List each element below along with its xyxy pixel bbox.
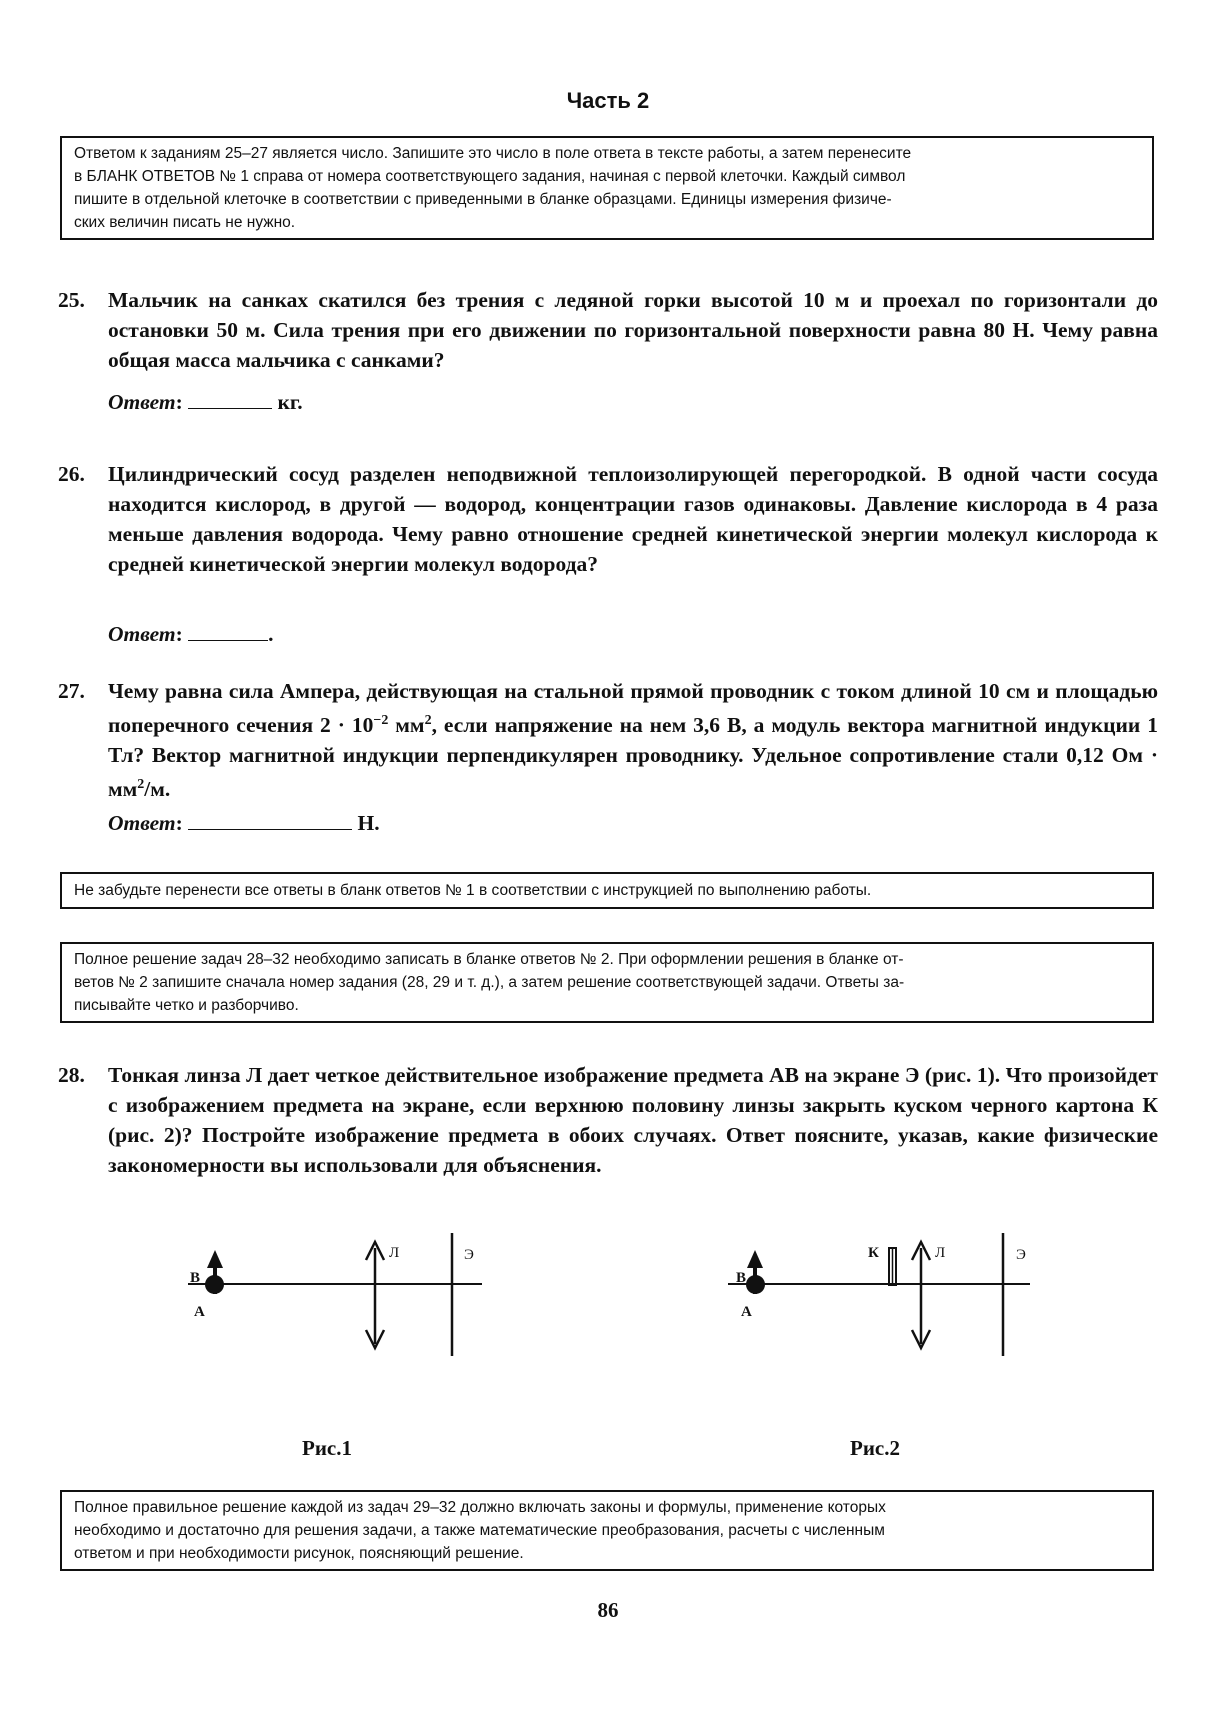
exponent: 2 [137, 777, 145, 793]
label-b: В [190, 1270, 201, 1286]
answer-26: Ответ: . [108, 622, 274, 646]
optics-diagrams [0, 1220, 1216, 1480]
instruction-line: Полное правильное решение каждой из задач 29–32 должно включать законы и формулы, применение которых [74, 1499, 886, 1516]
part-title: Часть 2 [566, 88, 650, 113]
exponent: 2 [424, 713, 432, 728]
label-screen: Э [464, 1247, 474, 1263]
instruction-box-answers [60, 136, 1154, 240]
task-25 [58, 285, 1158, 375]
label-screen: Э [1016, 1247, 1026, 1263]
task-number: 26. [58, 462, 85, 486]
task-number: 25. [58, 288, 85, 312]
answer-blank[interactable] [188, 388, 272, 409]
task-text: Цилиндрический сосуд разделен неподвижной теплоизолирующей перегородкой. В одной части сосуда находится кислород, в другой — водород, концентрации газов одинаковы. Давление кислорода в 4 раза меньше давления водорода. Чему равно отношение средней кинетической энергии молекул кислорода к средней кинетической энергии молекул водорода? [108, 462, 1158, 576]
instruction-line: ответом и при необходимости рисунок, поясняющий решение. [74, 1545, 524, 1562]
task-number: 28. [58, 1063, 85, 1087]
reminder-text: Не забудьте перенести все ответы в бланк ответов № 1 в соответствии с инструкцией по выполнению работы. [74, 882, 872, 899]
figure-1 [188, 1233, 482, 1356]
label-card: К [868, 1245, 879, 1261]
page-number: 86 [597, 1598, 619, 1622]
task-number: 27. [58, 679, 85, 703]
instruction-box-criteria [60, 1490, 1154, 1571]
instruction-line: писывайте четко и разборчиво. [74, 997, 299, 1014]
figure-2-caption: Рис.2 [850, 1436, 900, 1460]
task-text: Тонкая линза Л дает четкое действительное изображение предмета АВ на экране Э (рис. 1). Что произойдет с изображением предмета на экране, если верхнюю половину линзы закрыть куском черного картона К (рис. 2)? Постройте изображение предмета в обоих случаях. Ответ поясните, указав, какие физические закономерности вы использовали для объяснения. [108, 1063, 1158, 1177]
answer-label: Ответ [108, 622, 176, 646]
task-text-part: /м. [144, 777, 171, 802]
label-a: А [741, 1304, 752, 1320]
object-dot-1 [205, 1275, 224, 1294]
exponent: −2 [373, 713, 389, 728]
task-text [108, 676, 1158, 804]
task-27 [58, 676, 1158, 804]
reminder-box [60, 872, 1154, 909]
instruction-line: Полное решение задач 28–32 необходимо записать в бланке ответов № 2. При оформлении решения в бланке от- [74, 951, 904, 968]
figure-1-caption: Рис.1 [302, 1436, 352, 1460]
task-text-part: Чему равна сила Ампера, действующая на стальной прямой проводник с током длиной 10 см и площадью поперечного сечения 2 · 10 [108, 679, 1158, 738]
instruction-box-solutions [60, 942, 1154, 1023]
answer-27: Ответ: Н. [108, 811, 380, 835]
object-dot-2 [746, 1275, 765, 1294]
instruction-line: в БЛАНК ОТВЕТОВ № 1 справа от номера соответствующего задания, начиная с первой клеточки. Каждый символ [74, 168, 906, 185]
label-b: В [736, 1270, 747, 1286]
instruction-line: Ответом к заданиям 25–27 является число. Запишите это число в поле ответа в тексте работы, а затем перенесите [74, 145, 912, 162]
answer-label: Ответ [108, 811, 176, 835]
task-text-part: мм [388, 713, 425, 738]
task-text: Мальчик на санках скатился без трения с ледяной горки высотой 10 м и проехал по горизонтали до остановки 50 м. Сила трения при его движении по горизонтальной поверхности равна 80 Н. Чему равна общая масса мальчика с санками? [108, 288, 1158, 372]
figure-2 [728, 1233, 1030, 1356]
label-lens: Л [389, 1245, 400, 1261]
answer-label: Ответ [108, 390, 176, 414]
instruction-line: ских величин писать не нужно. [74, 214, 296, 231]
instruction-line: необходимо и достаточно для решения задачи, а также математические преобразования, расчеты с численным [74, 1522, 885, 1539]
answer-blank[interactable] [188, 620, 268, 641]
answer-blank[interactable] [188, 809, 352, 830]
task-28 [58, 1060, 1158, 1180]
task-text-part: , если напряжение на нем 3,6 В, а модуль вектора магнитной индукции 1 Тл? Вектор магнитной индукции перпендикулярен проводнику. Удельное сопротивление стали 0,12 Ом · мм [108, 713, 1158, 802]
task-26 [58, 459, 1158, 579]
answer-unit: кг. [277, 390, 303, 414]
answer-25: Ответ: кг. [108, 390, 303, 414]
answer-unit: . [268, 622, 274, 646]
label-a: А [194, 1304, 205, 1320]
instruction-line: пишите в отдельной клеточке в соответствии с приведенными в бланке образцами. Единицы измерения физиче- [74, 191, 892, 208]
figures [0, 1220, 1216, 1480]
instruction-line: ветов № 2 запишите сначала номер задания (28, 29 и т. д.), а затем решение соответствующей задачи. Ответы за- [74, 974, 905, 991]
answer-unit: Н. [357, 811, 380, 835]
label-lens: Л [935, 1245, 946, 1261]
